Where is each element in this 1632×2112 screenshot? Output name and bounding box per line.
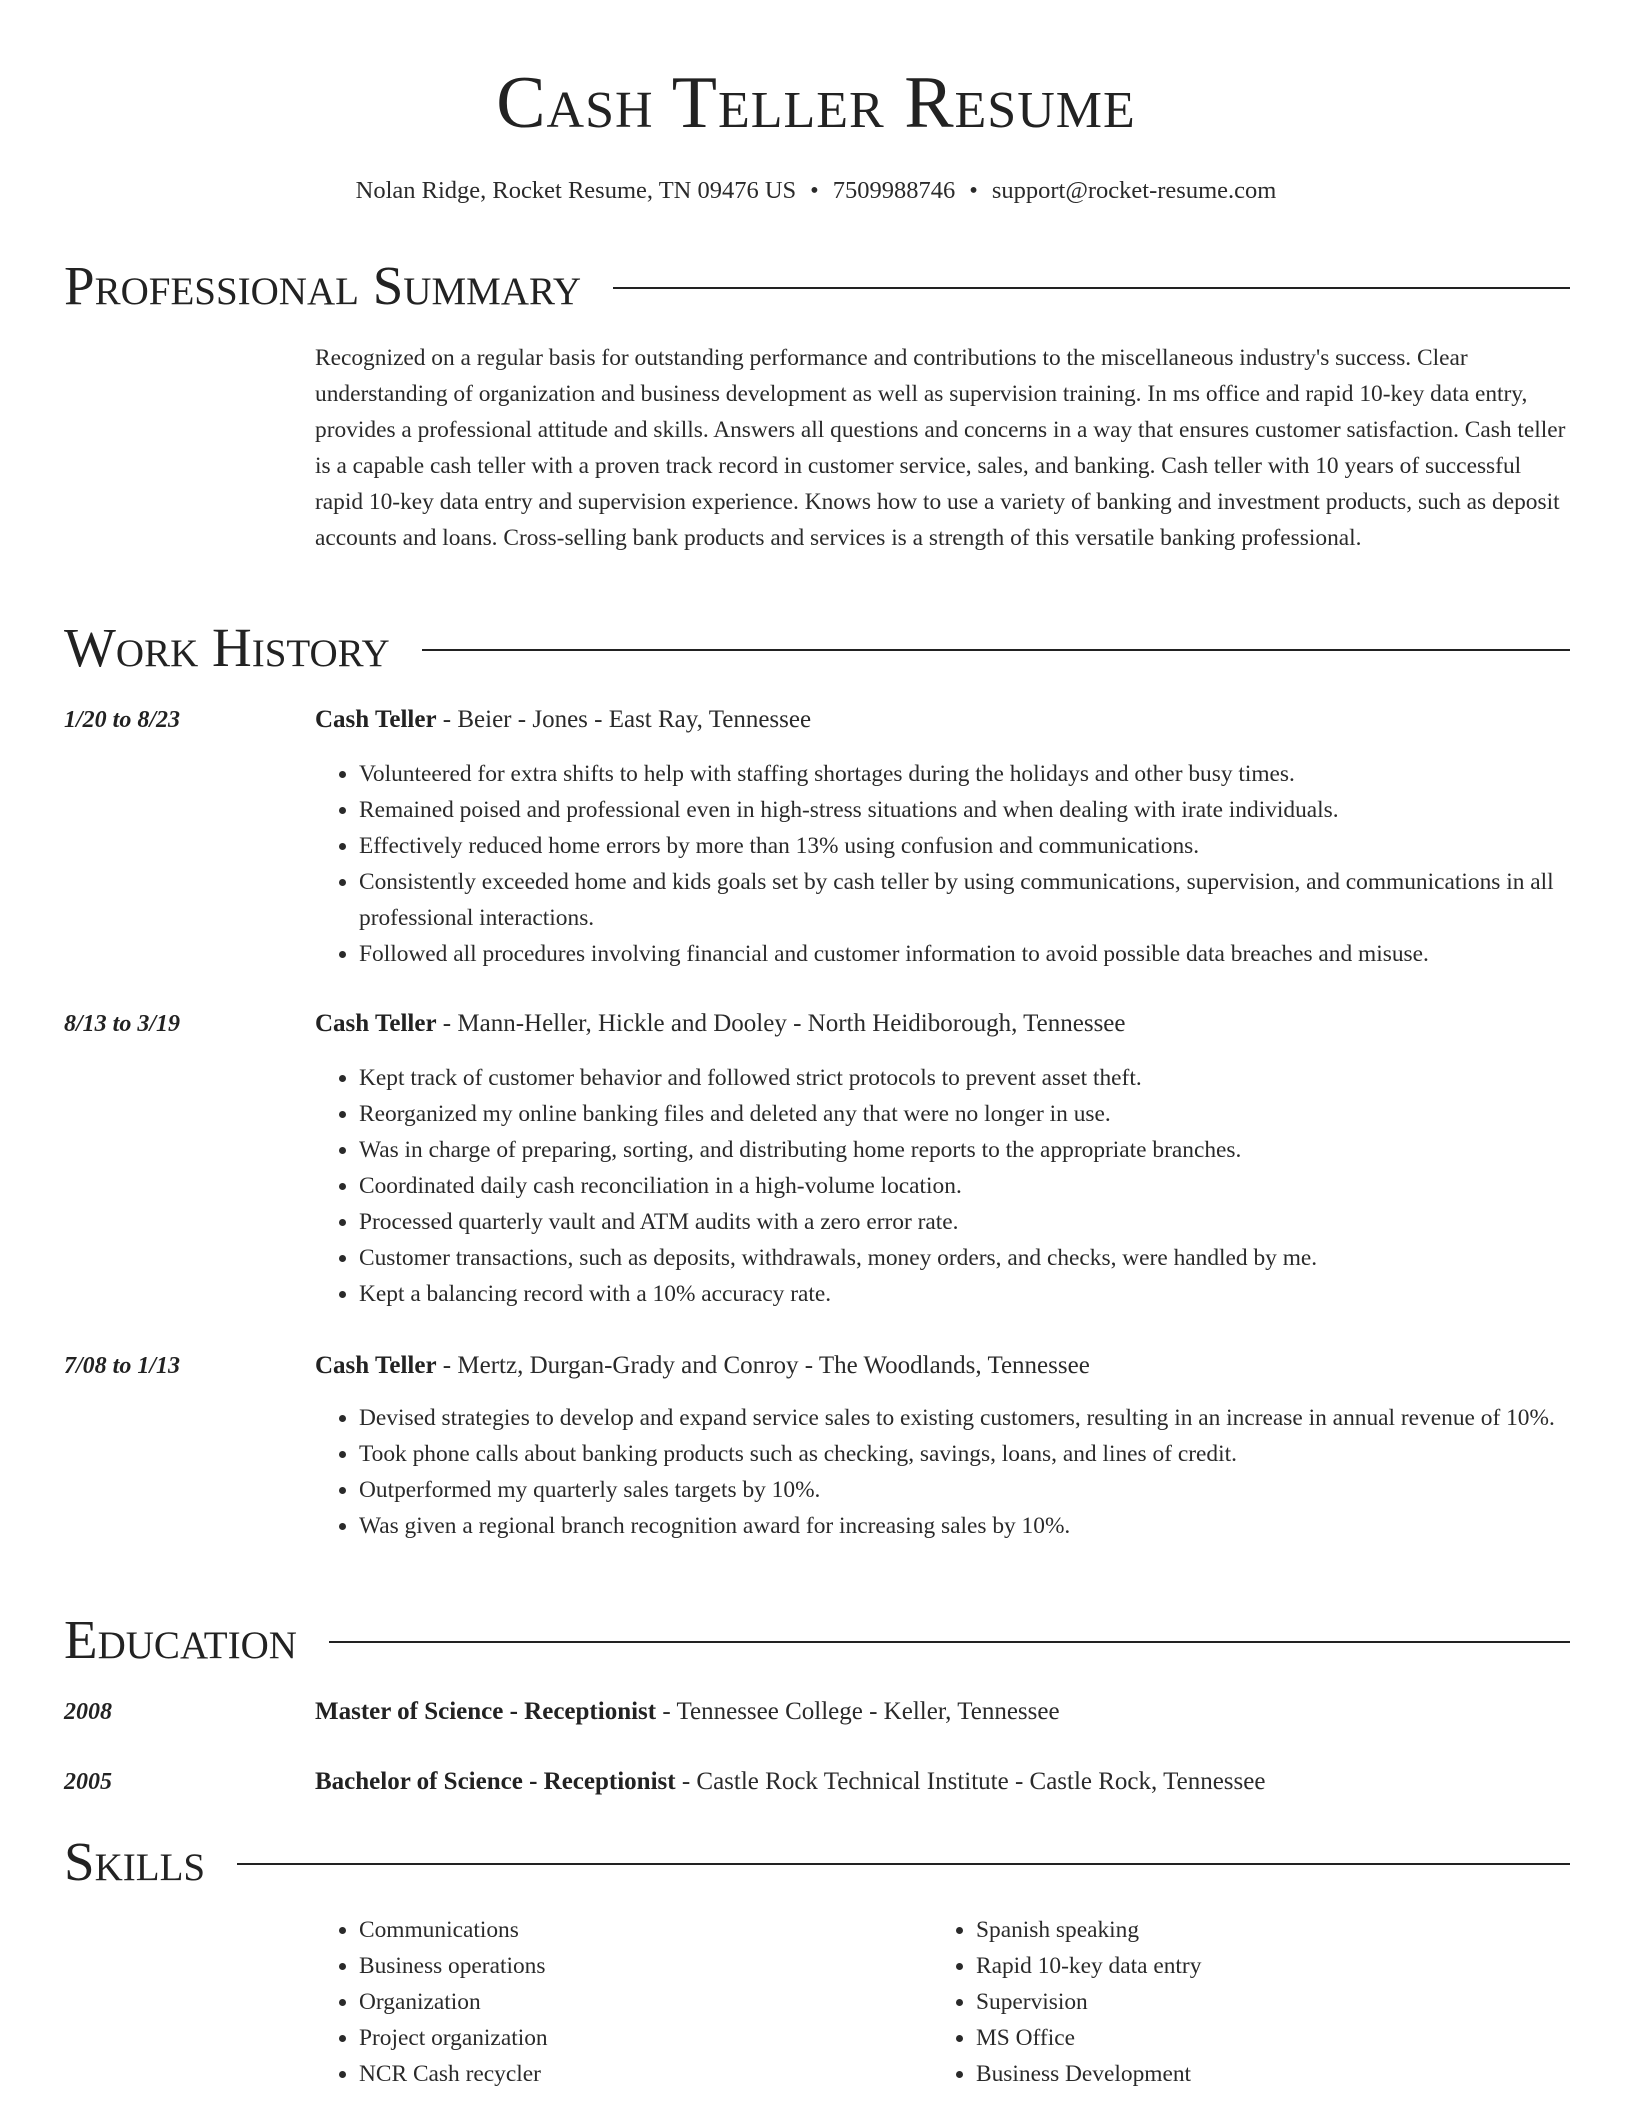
list-item: • Processed quarterly vault and ATM audits with a zero error rate. bbox=[359, 1204, 1575, 1240]
job-dates: 1/20 to 8/23 bbox=[64, 707, 181, 733]
job-bullets bbox=[315, 1060, 1575, 1312]
list-item: • Remained poised and professional even in high-stress situations and when dealing with irate individuals. bbox=[359, 792, 1575, 828]
education-year: 2005 bbox=[64, 1769, 112, 1795]
skill-item: • Spanish speaking bbox=[976, 1912, 1576, 1948]
list-item: • Kept track of customer behavior and followed strict protocols to prevent asset theft. bbox=[359, 1060, 1575, 1096]
section-divider bbox=[329, 1641, 1570, 1643]
section-header-work bbox=[64, 616, 1570, 680]
skill-item: • Communications bbox=[359, 1912, 919, 1948]
education-degree: Master of Science - Receptionist bbox=[315, 1698, 657, 1725]
section-divider bbox=[613, 287, 1570, 289]
job-title: Cash Teller bbox=[315, 1352, 437, 1379]
list-item: • Reorganized my online banking files and deleted any that were no longer in use. bbox=[359, 1096, 1575, 1132]
skill-item: • Supervision bbox=[976, 1984, 1576, 2020]
section-title-skills: Skills bbox=[64, 1831, 206, 1892]
list-item: • Kept a balancing record with a 10% accuracy rate. bbox=[359, 1276, 1575, 1312]
section-divider bbox=[237, 1863, 1570, 1865]
contact-separator: • bbox=[969, 177, 978, 204]
education-year: 2008 bbox=[64, 1699, 112, 1725]
job-dates: 8/13 to 3/19 bbox=[64, 1011, 181, 1037]
education-heading bbox=[315, 1764, 1575, 1800]
job-title: Cash Teller bbox=[315, 1010, 437, 1037]
contact-phone: 7509988746 bbox=[832, 177, 956, 204]
skills-list-left bbox=[315, 1912, 919, 2092]
job-bullets bbox=[315, 1400, 1575, 1544]
job-bullets bbox=[315, 756, 1575, 972]
skill-item: • Business Development bbox=[976, 2056, 1576, 2092]
job-title: Cash Teller bbox=[315, 706, 437, 733]
education-heading bbox=[315, 1694, 1575, 1730]
list-item: • Was given a regional branch recognition award for increasing sales by 10%. bbox=[359, 1508, 1575, 1544]
skill-item: • MS Office bbox=[976, 2020, 1576, 2056]
resume-title: Cash Teller Resume bbox=[496, 62, 1136, 144]
section-title-education: Education bbox=[64, 1609, 297, 1670]
list-item: • Was in charge of preparing, sorting, and distributing home reports to the appropriate branches. bbox=[359, 1132, 1575, 1168]
list-item: • Devised strategies to develop and expand service sales to existing customers, resulting in an increase in annual revenue of 10%. bbox=[359, 1400, 1575, 1436]
job-heading bbox=[315, 702, 1575, 738]
skill-item: • NCR Cash recycler bbox=[359, 2056, 919, 2092]
list-item: • Effectively reduced home errors by more than 13% using confusion and communications. bbox=[359, 828, 1575, 864]
job-details: - Beier - Jones - East Ray, Tennessee bbox=[436, 706, 812, 733]
list-item: • Volunteered for extra shifts to help with staffing shortages during the holidays and other busy times. bbox=[359, 756, 1575, 792]
job-heading bbox=[315, 1348, 1575, 1384]
education-details: - Castle Rock Technical Institute - Castle Rock, Tennessee bbox=[675, 1768, 1266, 1795]
job-heading bbox=[315, 1006, 1575, 1042]
contact-separator: • bbox=[810, 177, 819, 204]
section-header-skills bbox=[64, 1830, 1570, 1894]
contact-address: Nolan Ridge, Rocket Resume, TN 09476 US bbox=[355, 177, 797, 204]
list-item: • Customer transactions, such as deposits, withdrawals, money orders, and checks, were handled by me. bbox=[359, 1240, 1575, 1276]
job-dates: 7/08 to 1/13 bbox=[64, 1353, 181, 1379]
contact-email[interactable]: support@rocket-resume.com bbox=[991, 177, 1277, 204]
section-divider bbox=[422, 649, 1570, 651]
list-item: • Followed all procedures involving financial and customer information to avoid possible data breaches and misuse. bbox=[359, 936, 1575, 972]
list-item: • Coordinated daily cash reconciliation in a high-volume location. bbox=[359, 1168, 1575, 1204]
skill-item: • Rapid 10-key data entry bbox=[976, 1948, 1576, 1984]
education-degree: Bachelor of Science - Receptionist bbox=[315, 1768, 676, 1795]
education-details: - Tennessee College - Keller, Tennessee bbox=[656, 1698, 1060, 1725]
skill-item: • Business operations bbox=[359, 1948, 919, 1984]
section-title-work: Work History bbox=[64, 617, 390, 678]
job-details: - Mertz, Durgan-Grady and Conroy - The Woodlands, Tennessee bbox=[436, 1352, 1090, 1379]
section-header-summary bbox=[64, 254, 1570, 318]
job-details: - Mann-Heller, Hickle and Dooley - North Heidiborough, Tennessee bbox=[436, 1010, 1126, 1037]
section-title-summary: Professional Summary bbox=[64, 255, 582, 316]
list-item: • Outperformed my quarterly sales targets by 10%. bbox=[359, 1472, 1575, 1508]
skills-list-right bbox=[932, 1912, 1576, 2092]
section-header-education bbox=[64, 1608, 1570, 1672]
summary-text: Recognized on a regular basis for outstanding performance and contributions to the miscellaneous industry's success. Clear understanding of organization and business development as well as supervision training. In ms office and rapid 10-key data entry, provides a professional attitude and skills. Answers all questions and concerns in a way that ensures customer satisfaction. Cash teller is a capable cash teller with a proven track record in customer service, sales, and banking. Cash teller with 10 years of successful rapid 10-key data entry and supervision experience. Knows how to use a variety of banking and investment products, such as deposit accounts and loans. Cross-selling bank products and services is a strength of this versatile banking professional. bbox=[315, 345, 1566, 551]
contact-line bbox=[0, 174, 1632, 208]
list-item: • Consistently exceeded home and kids goals set by cash teller by using communications, supervision, and communications in all professional interactions. bbox=[359, 864, 1575, 936]
skill-item: • Project organization bbox=[359, 2020, 919, 2056]
skill-item: • Organization bbox=[359, 1984, 919, 2020]
list-item: • Took phone calls about banking products such as checking, savings, loans, and lines of credit. bbox=[359, 1436, 1575, 1472]
